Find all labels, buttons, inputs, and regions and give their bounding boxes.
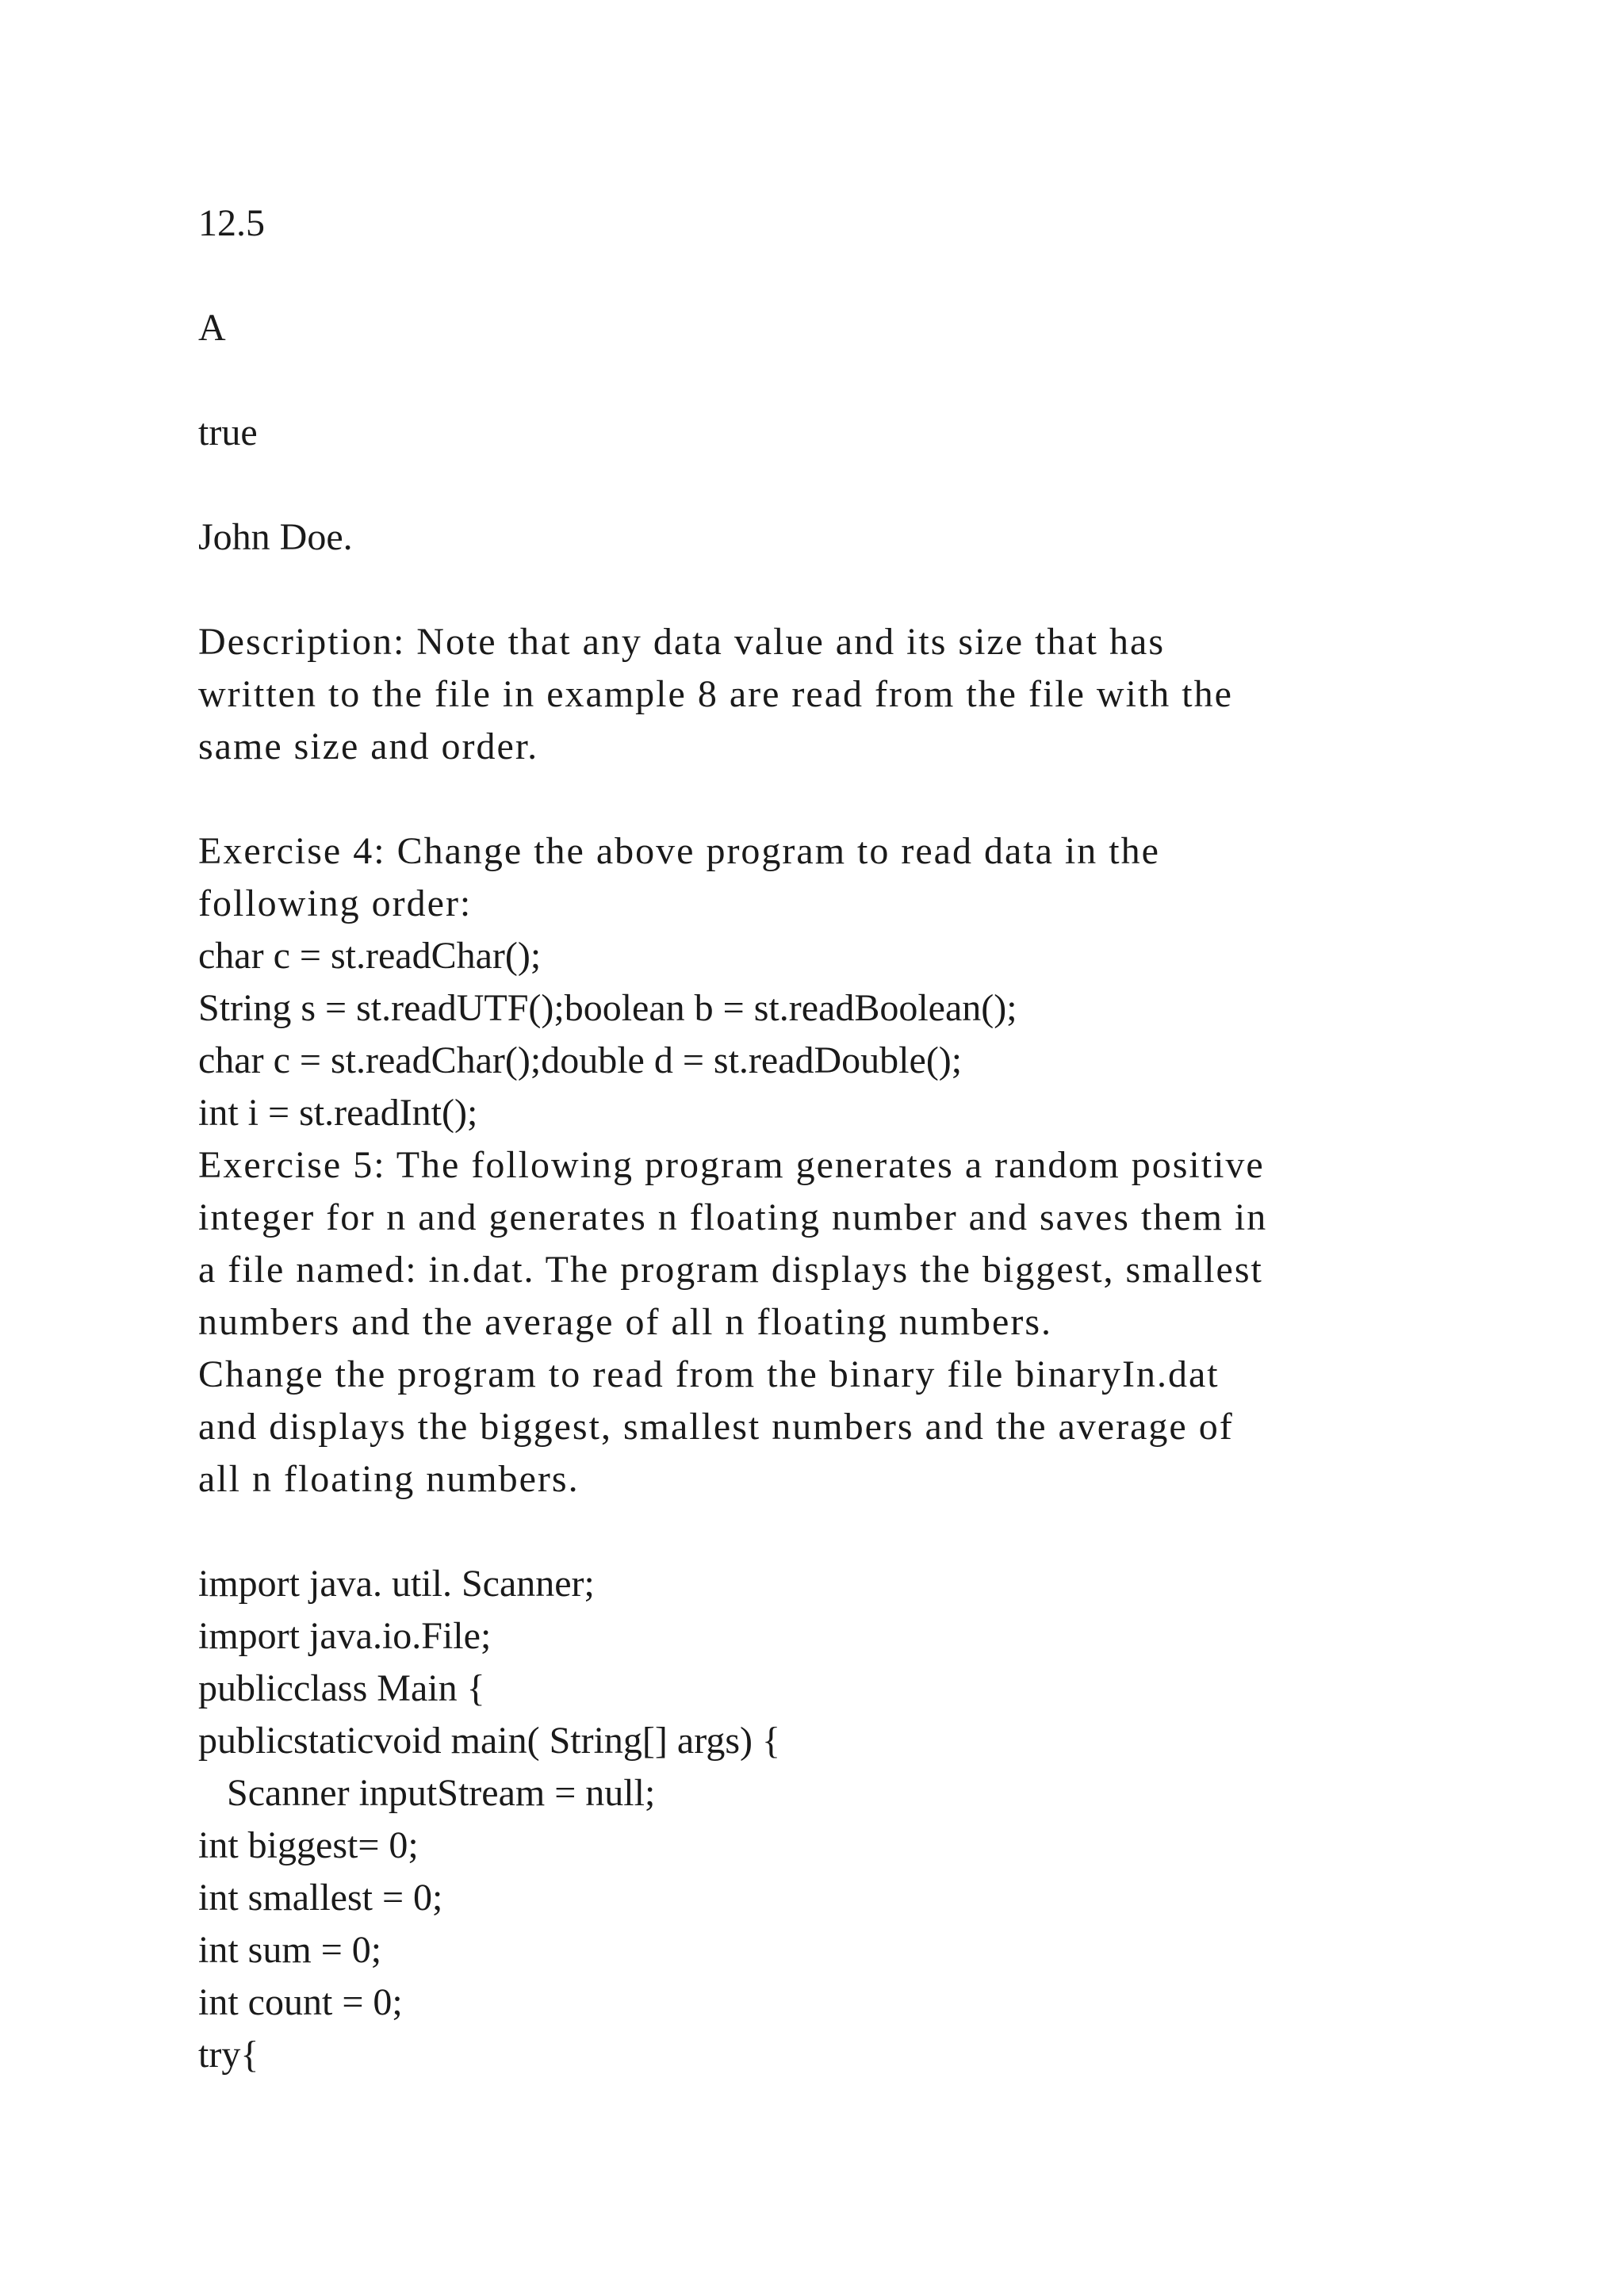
code-import-scanner: import java. util. Scanner; xyxy=(198,1563,595,1605)
answer-line-2: A xyxy=(198,307,226,349)
description-line-2: written to the file in example 8 are read from the file with the xyxy=(198,673,1233,715)
exercise-4-line-2: following order: xyxy=(198,882,473,924)
description-line-1: Description: Note that any data value and its size that has xyxy=(198,621,1165,663)
exercise-5-line-5: Change the program to read from the binary file binaryIn.dat xyxy=(198,1353,1220,1395)
exercise-5-line-1: Exercise 5: The following program generates a random positive xyxy=(198,1144,1265,1186)
exercise-4-line-1: Exercise 4: Change the above program to read data in the xyxy=(198,830,1160,872)
answer-line-1: 12.5 xyxy=(198,202,265,244)
answer-line-3: true xyxy=(198,411,258,453)
code-biggest-variable: int biggest= 0; xyxy=(198,1824,419,1866)
code-line-read-char: char c = st.readChar(); xyxy=(198,935,542,977)
description-line-3: same size and order. xyxy=(198,725,539,767)
code-try-block: try{ xyxy=(198,2034,259,2076)
code-line-read-double: char c = st.readChar();double d = st.readDouble(); xyxy=(198,1039,963,1081)
exercise-5-line-2: integer for n and generates n floating number and saves them in xyxy=(198,1196,1268,1238)
code-class-declaration: publicclass Main { xyxy=(198,1667,485,1709)
code-line-read-int: int i = st.readInt(); xyxy=(198,1092,478,1134)
answer-line-4: John Doe. xyxy=(198,516,353,558)
code-main-method: publicstaticvoid main( String[] args) { xyxy=(198,1720,781,1762)
code-sum-variable: int sum = 0; xyxy=(198,1929,382,1971)
code-count-variable: int count = 0; xyxy=(198,1981,403,2023)
code-line-read-utf: String s = st.readUTF();boolean b = st.readBoolean(); xyxy=(198,987,1017,1029)
code-smallest-variable: int smallest = 0; xyxy=(198,1877,443,1919)
exercise-5-line-4: numbers and the average of all n floating numbers. xyxy=(198,1301,1053,1343)
code-import-file: import java.io.File; xyxy=(198,1615,492,1657)
exercise-5-line-6: and displays the biggest, smallest numbers and the average of xyxy=(198,1406,1234,1448)
exercise-5-line-7: all n floating numbers. xyxy=(198,1458,580,1500)
code-scanner-variable: Scanner inputStream = null; xyxy=(198,1772,656,1814)
exercise-5-line-3: a file named: in.dat. The program displays the biggest, smallest xyxy=(198,1249,1263,1291)
